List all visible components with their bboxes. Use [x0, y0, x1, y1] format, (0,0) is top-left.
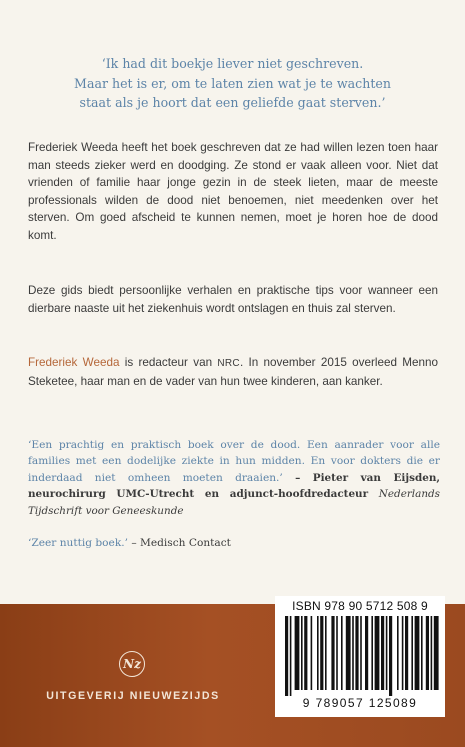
review-2-source: – Medisch Contact — [127, 537, 231, 550]
publisher-logo-text: Nz — [123, 657, 141, 671]
barcode-panel — [275, 596, 445, 717]
publisher-name: UITGEVERIJ NIEUWEZIJDS — [46, 690, 220, 702]
top-quote-line-3: staat als je hoort dat een geliefde gaat sterven.’ — [79, 95, 386, 110]
description-paragraph-2: Deze gids biedt persoonlijke verhalen en praktische tips voor wanneer een dierbare naaste uit het ziekenhuis wordt ontslagen en thuis zal sterven. — [28, 284, 438, 315]
barcode-bar — [290, 616, 292, 696]
barcode-bar — [325, 616, 327, 690]
barcode-bar — [415, 616, 420, 690]
barcode-bar — [331, 616, 334, 690]
top-quote-line-1: ‘Ik had dit boekje liever niet geschreven. — [101, 56, 364, 71]
author-name: Frederiek Weeda — [28, 356, 120, 369]
barcode-bar — [311, 616, 313, 690]
barcode-bar — [360, 616, 362, 690]
description-paragraph-1: Frederiek Weeda heeft het boek geschreven dat ze had willen lezen toen haar man steeds zieker werd en doodging. Ze stond er vaak alleen voor. Niet dat vrienden of familie haar jonge gezin in de steek lieten, maar de meeste professionals wilden de dood niet benoemen, niet meedenken over het sterven. Om goed afscheid te kunnen nemen, moet je horen hoe de dood komt. — [28, 141, 438, 242]
barcode-bar — [386, 616, 388, 690]
review-1-journal: Nederlands Tijdschrift voor Geneeskunde — [28, 488, 440, 517]
barcode-bar — [285, 616, 288, 696]
barcode-icon — [281, 616, 439, 696]
barcode-bar — [336, 616, 338, 690]
barcode-bar — [317, 616, 319, 690]
barcode-bar — [346, 616, 351, 690]
top-quote-line-2: Maar het is er, om te laten zien wat je te wachten — [74, 75, 391, 91]
barcode-bar — [365, 616, 368, 690]
barcode-bar — [397, 616, 399, 690]
barcode-bar — [295, 616, 300, 690]
barcode-bar — [375, 616, 380, 690]
barcode-bar — [381, 616, 384, 690]
barcode-bar — [371, 616, 373, 690]
barcode-bar — [431, 616, 433, 690]
author-text-2: . In november 2015 overleed Menno Steketee, haar man en de vader van hun twee kinderen, aan kanker. — [28, 356, 438, 388]
barcode-bar — [355, 616, 358, 690]
barcode-bar — [402, 616, 404, 690]
nrc-abbreviation: NRC — [217, 358, 240, 369]
barcode-bar — [434, 616, 439, 690]
barcode-bar — [352, 616, 354, 690]
author-text-1: is redacteur van — [119, 356, 218, 369]
review-1-attribution: – Pieter van Eijsden, neurochirurg UMC-Utrecht en adjunct-hoofdredacteur — [28, 471, 440, 501]
ean-digits: 9 789057 125089 — [302, 696, 418, 710]
barcode-bar — [389, 616, 392, 696]
review-2 — [28, 535, 440, 551]
barcode-bar — [405, 616, 408, 690]
top-quote — [24, 54, 441, 113]
review-1-text: ‘Een prachtig en praktisch boek over de dood. Een aanrader voor alle families met een dodelijke ziekte in hun midden. En voor dokters die er inderdaad niet omheen moeten draaien.’ — [28, 439, 440, 484]
barcode-bar — [426, 616, 429, 690]
reviews-section — [28, 437, 440, 551]
publisher-logo-icon — [119, 651, 145, 677]
barcode-bar — [304, 616, 307, 690]
barcode-bar — [301, 616, 303, 690]
review-2-text: ‘Zeer nuttig boek.’ — [28, 537, 128, 550]
barcode-bar — [341, 616, 343, 690]
barcode-bar — [320, 616, 323, 690]
barcode-bar — [411, 616, 413, 690]
review-1 — [28, 437, 440, 519]
isbn-label: ISBN 978 90 5712 508 9 — [292, 599, 428, 613]
author-paragraph — [28, 354, 438, 390]
barcode-bar — [421, 616, 423, 690]
